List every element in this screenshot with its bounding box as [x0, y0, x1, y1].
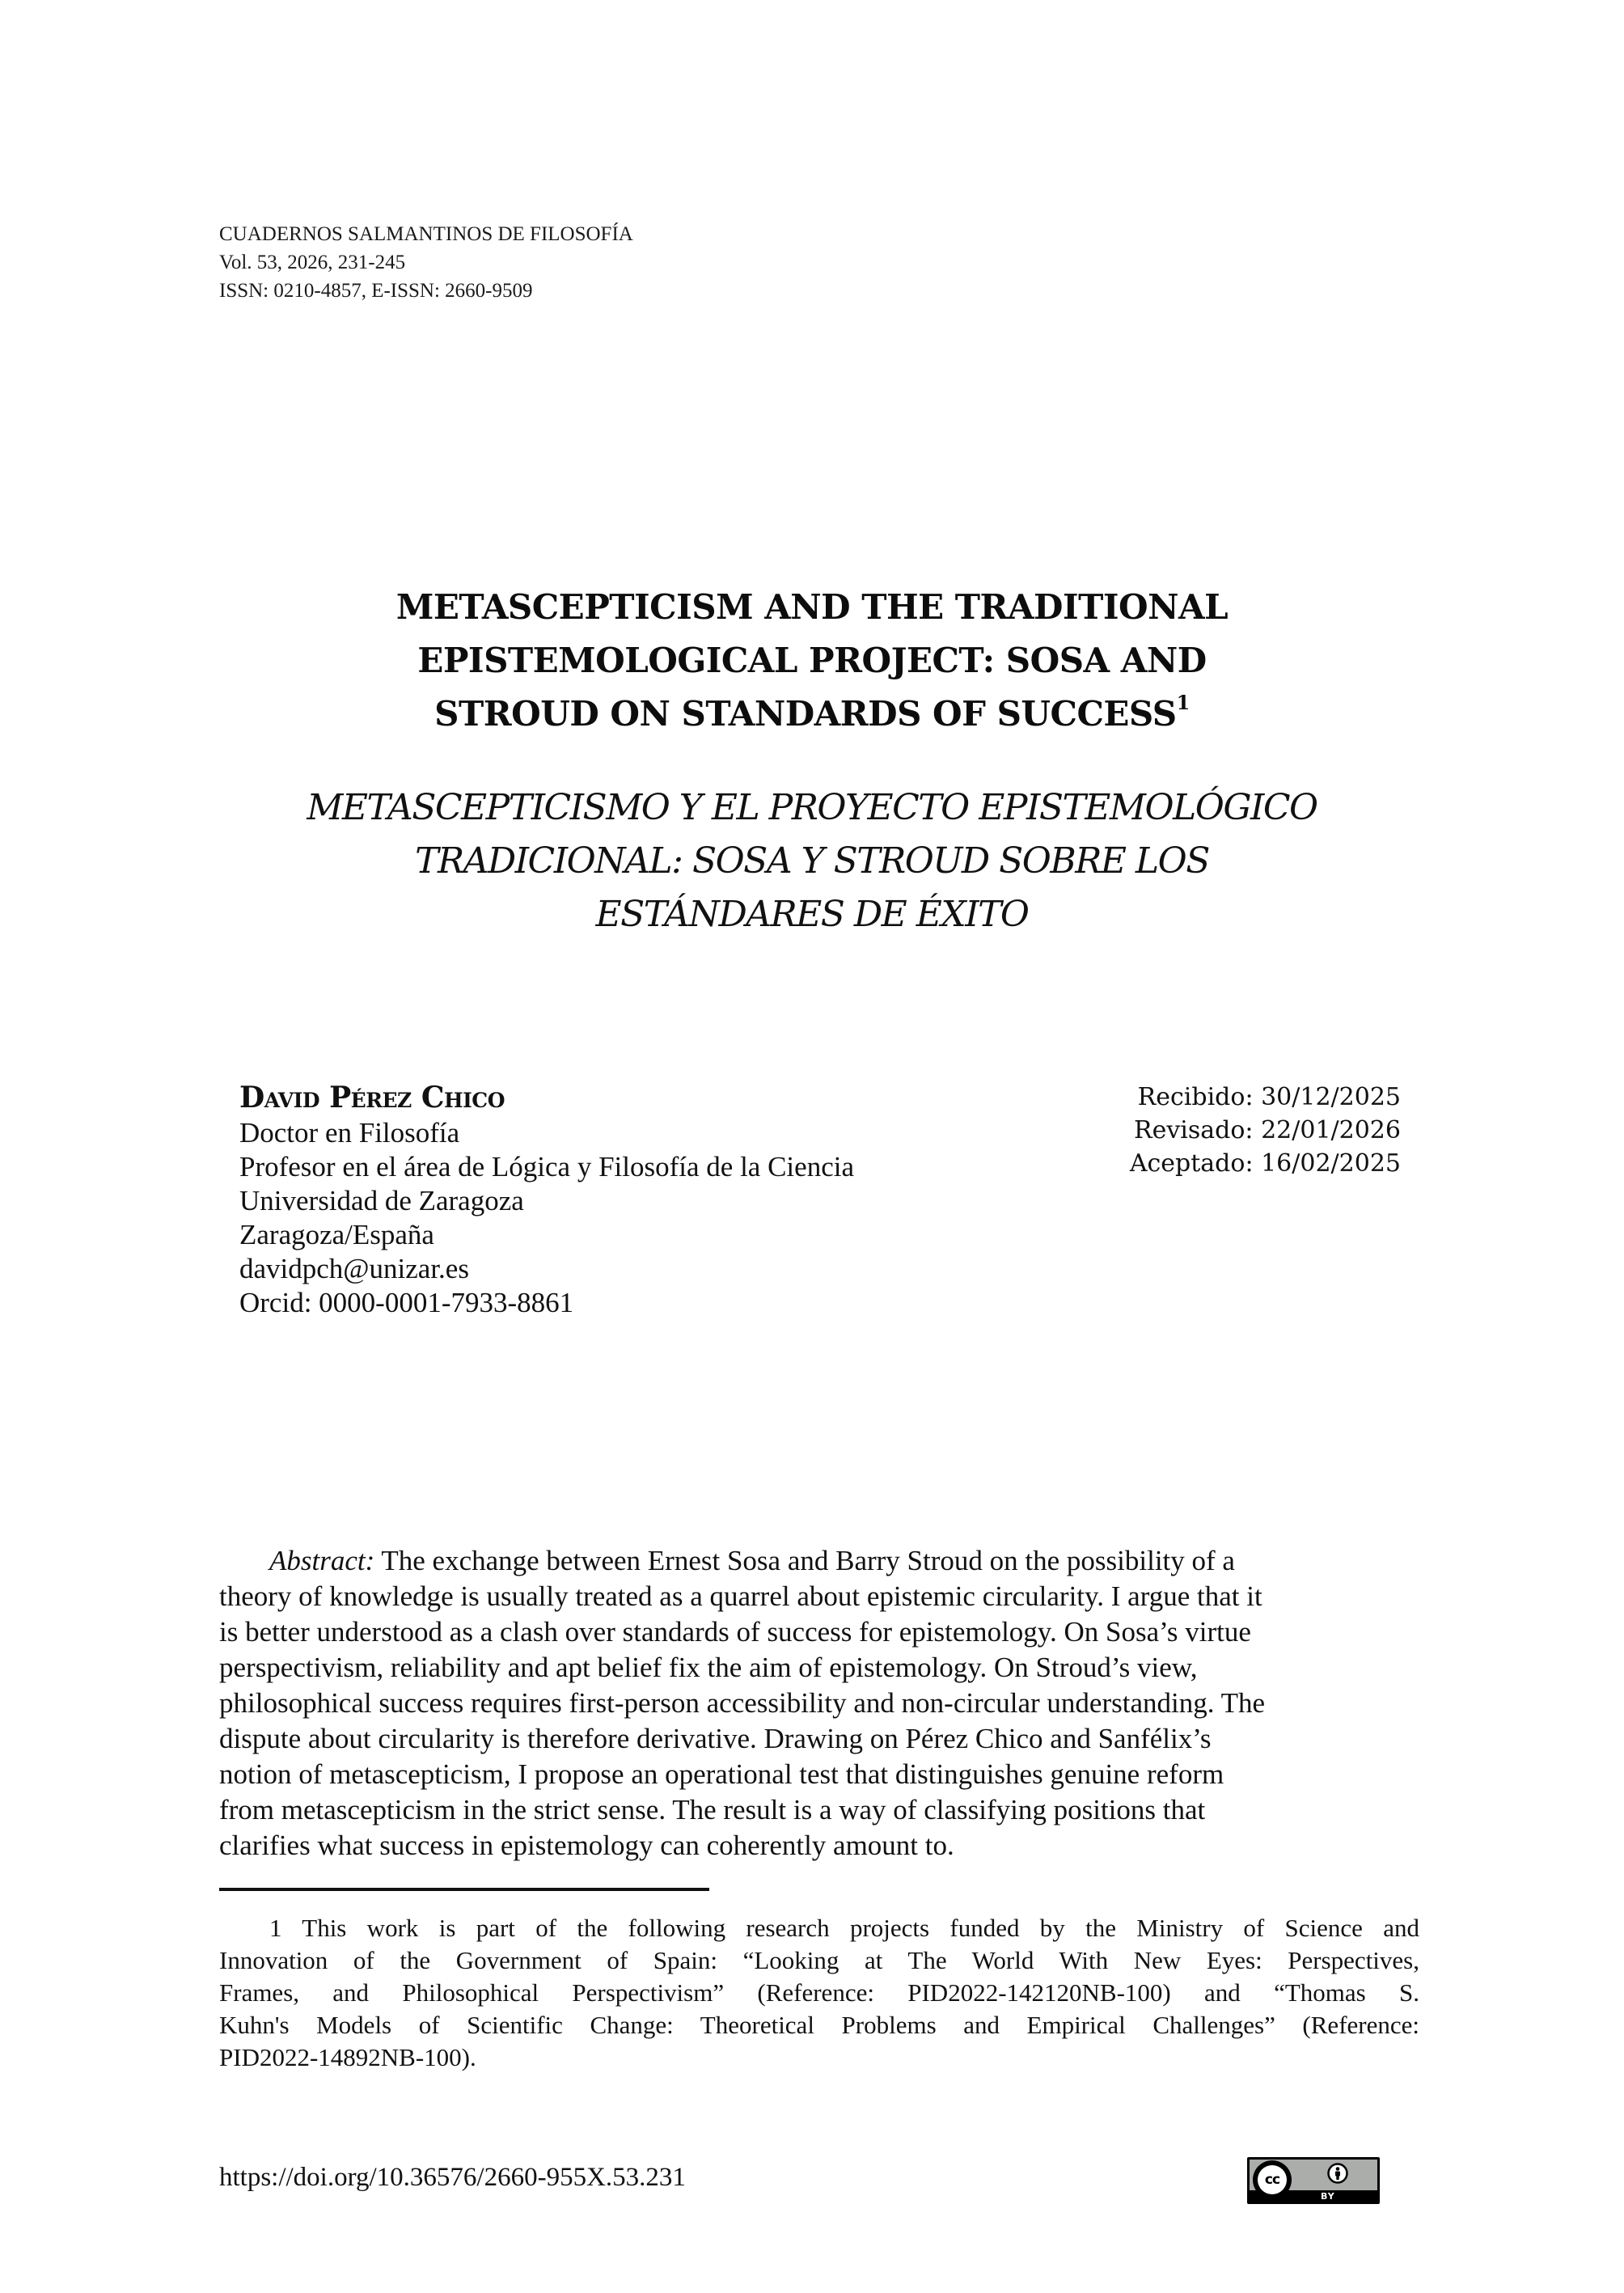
- cc-circle-icon: [1253, 2160, 1292, 2199]
- journal-volume: Vol. 53, 2026, 231-245: [219, 252, 406, 273]
- abstract-line: [219, 1543, 1400, 1579]
- by-label: BY: [1321, 2191, 1335, 2202]
- abstract-line: philosophical success requires first-person accessibility and non-circular understanding. The: [219, 1687, 1266, 1719]
- abstract-text: The exchange between Ernest Sosa and Barry Stroud on the possibility of a: [374, 1545, 1235, 1576]
- author-orcid: Orcid: 0000-0001-7933-8861: [239, 1287, 574, 1318]
- abstract-line: dispute about circularity is therefore derivative. Drawing on Pérez Chico and Sanfélix’s: [219, 1723, 1212, 1754]
- author-degree: Doctor en Filosofía: [239, 1117, 460, 1149]
- title-line: [0, 687, 1624, 741]
- cc-by-icon[interactable]: [1247, 2157, 1380, 2204]
- title-line: METASCEPTICISMO Y EL PROYECTO EPISTEMOLÓGICO: [307, 787, 1317, 828]
- journal-header: [219, 220, 633, 305]
- title-line: METASCEPTICISM AND THE TRADITIONAL: [395, 587, 1229, 627]
- abstract-label: Abstract:: [269, 1545, 375, 1576]
- abstract: [219, 1543, 1400, 1864]
- submission-dates: [1130, 1081, 1401, 1180]
- footnote-line: PID2022-14892NB-100).: [219, 2043, 476, 2071]
- abstract-line: theory of knowledge is usually treated as a quarrel about epistemic circularity. I argue that it: [219, 1580, 1262, 1612]
- abstract-line: clarifies what success in epistemology can coherently amount to.: [219, 1830, 954, 1861]
- doi-link[interactable]: https://doi.org/10.36576/2660-955X.53.231: [219, 2163, 686, 2192]
- author-location: Zaragoza/España: [239, 1219, 434, 1250]
- author-position: Profesor en el área de Lógica y Filosofía de la Ciencia: [239, 1151, 854, 1182]
- footnote-line: Innovation of the Government of Spain: “Looking at The World With New Eyes: Perspectives,: [219, 1946, 1419, 1974]
- author-institution: Universidad de Zaragoza: [239, 1185, 524, 1216]
- footnote-line: Frames, and Philosophical Perspectivism” (Reference: PID2022-142120NB-100) and “Thomas S.: [219, 1978, 1419, 2007]
- date-revised: Revisado: 22/01/2026: [1134, 1116, 1401, 1144]
- article-title-english: [0, 581, 1624, 741]
- cc-text: cc: [1258, 2165, 1287, 2194]
- footnote-line: Kuhn's Models of Scientific Change: Theoretical Problems and Empirical Challenges” (Reference:: [219, 2011, 1419, 2039]
- footnote-line: 1 This work is part of the following research projects funded by the Ministry of Science and: [269, 1914, 1419, 1942]
- date-received: Recibido: 30/12/2025: [1137, 1083, 1401, 1111]
- date-accepted: Aceptado: 16/02/2025: [1129, 1149, 1401, 1178]
- journal-name: CUADERNOS SALMANTINOS DE FILOSOFÍA: [219, 223, 633, 245]
- author-email-link[interactable]: davidpch@unizar.es: [239, 1253, 469, 1284]
- footnote-separator: [219, 1888, 709, 1891]
- abstract-line: is better understood as a clash over standards of success for epistemology. On Sosa’s virtue: [219, 1616, 1251, 1648]
- journal-issn: ISSN: 0210-4857, E-ISSN: 2660-9509: [219, 280, 533, 302]
- author-name: David Pérez Chico: [239, 1081, 505, 1115]
- title-line-text: STROUD ON STANDARDS OF SUCCESS: [434, 694, 1177, 734]
- abstract-line: perspectivism, reliability and apt belief fix the aim of epistemology. On Stroud’s view,: [219, 1652, 1198, 1683]
- title-line: ESTÁNDARES DE ÉXITO: [595, 894, 1029, 935]
- author-block: [239, 1081, 854, 1320]
- article-title-spanish: [0, 781, 1624, 941]
- footnote-marker-link[interactable]: 1: [1176, 691, 1190, 714]
- footnote: [219, 1912, 1419, 2074]
- title-line: TRADICIONAL: SOSA Y STROUD SOBRE LOS: [415, 840, 1209, 882]
- attribution-person-icon: [1327, 2163, 1348, 2184]
- title-line: EPISTEMOLOGICAL PROJECT: SOSA AND: [417, 641, 1207, 680]
- abstract-line: from metascepticism in the strict sense. The result is a way of classifying positions that: [219, 1794, 1206, 1826]
- abstract-line: notion of metascepticism, I propose an operational test that distinguishes genuine reform: [219, 1758, 1224, 1790]
